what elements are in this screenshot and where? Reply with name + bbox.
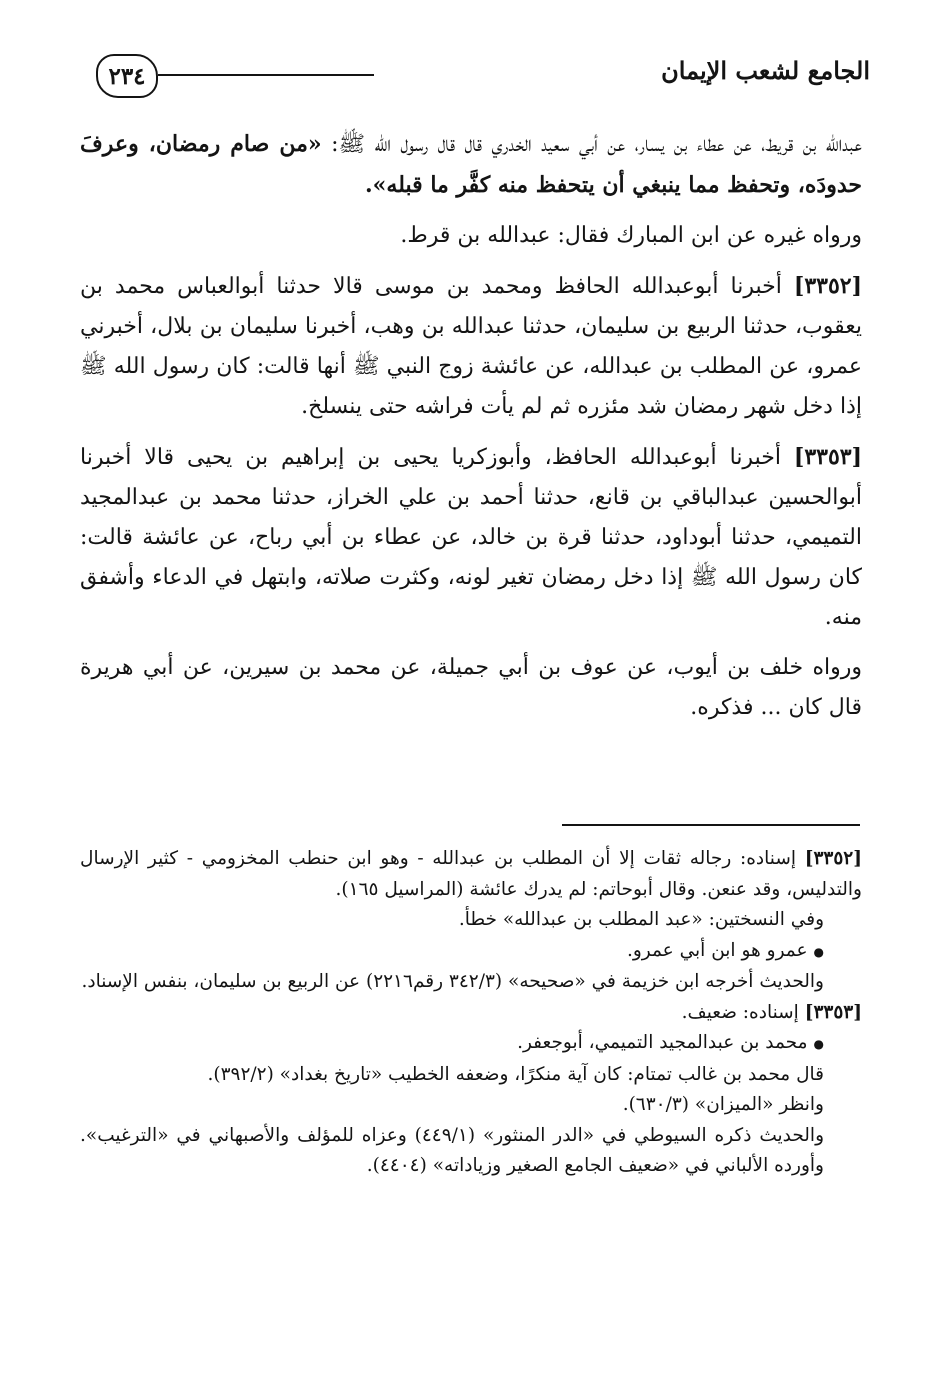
footnote-bullet: ● محمد بن عبدالمجيد التميمي، أبوجعفر.: [80, 1028, 862, 1060]
hadith-3353: [80, 437, 862, 638]
footnote-text: إسناده: ضعيف.: [681, 1001, 799, 1023]
main-text: [80, 124, 862, 728]
footnote-3353: [80, 998, 862, 1029]
hadith-3352: [80, 266, 862, 427]
footnotes: [80, 844, 862, 1182]
paragraph-continuation: [80, 124, 862, 206]
page-header: [80, 46, 870, 106]
footnote-bullet: ● عمرو هو ابن أبي عمرو.: [80, 936, 862, 968]
hadith-number: [٣٣٥٣]: [793, 444, 862, 470]
footnote-3352: [80, 844, 862, 905]
text-line: عبدالله بن قريط، عن عطاء بن يسار، عن أبي سعيد الخدري قال قال رسول الله ﷺ:: [331, 132, 862, 157]
paragraph-variant-report: ورواه غيره عن ابن المبارك فقال: عبدالله بن قرط.: [400, 223, 862, 248]
footnote-separator: [562, 824, 860, 826]
footnote-line: وفي النسختين: «عبد المطلب بن عبدالله» خطأ.: [458, 909, 824, 930]
hadith-quote: «من صام رمضان، وعرفَ حدودَه، وتحفظ مما ينبغي أن يتحفظ منه كفَّر ما قبله».: [80, 131, 862, 198]
footnote-line: والحديث أخرجه ابن خزيمة في «صحيحه» (٣٤٢/٣ رقم٢٢١٦) عن الربيع بن سليمان، بنفس الإسناد.: [81, 971, 824, 992]
hadith-text: أخبرنا أبوعبدالله الحافظ ومحمد بن موسى قالا حدثنا أبوالعباس محمد بن يعقوب، حدثنا الربيع بن سليمان، حدثنا عبدالله بن وهب، أخبرنا سليمان بن بلال، أخبرني عمرو، عن المطلب بن عبدالله، عن عائشة زوج النبي ﷺ أنها قالت: كان رسول الله ﷺ إذا دخل شهر رمضان شد مئزره ثم لم يأت فراشه حتى ينسلخ.: [80, 274, 862, 419]
page-number: ٢٣٤: [96, 54, 158, 98]
footnote-number: [٣٣٥٢]: [804, 848, 862, 869]
paragraph-last: ورواه خلف بن أيوب، عن عوف بن أبي جميلة، عن محمد بن سيرين، عن أبي هريرة قال كان ... فذكره.: [80, 655, 862, 720]
footnote-line: والحديث ذكره السيوطي في «الدر المنثور» (٤٤٩/١) وعزاه للمؤلف والأصبهاني في «الترغيب». وأورده الألباني في «ضعيف الجامع الصغير وزياداته» (٤٤٠٤).: [80, 1124, 825, 1176]
footnote-line: وانظر «الميزان» (٦٣٠/٣).: [622, 1094, 824, 1115]
hadith-text: أخبرنا أبوعبدالله الحافظ، وأبوزكريا يحيى بن إبراهيم بن يحيى قالا أخبرنا أبوالحسين عبدالباقي بن قانع، حدثنا أحمد بن علي الخراز، حدثنا محمد بن عبدالمجيد التميمي، حدثنا أبوداود، حدثنا قرة بن خالد، عن عطاء بن أبي رباح، عن عائشة قالت: كان رسول الله ﷺ إذا دخل رمضان تغير لونه، وكثرت صلاته، وابتهل في الدعاء وأشفق منه.: [80, 445, 862, 630]
running-title: الجامع لشعب الإيمان: [661, 56, 870, 85]
footnote-line: قال محمد بن غالب تمتام: كان آية منكرًا، وضعفه الخطيب «تاريخ بغداد» (٣٩٢/٢).: [207, 1063, 824, 1085]
header-rule: [158, 74, 374, 76]
footnote-number: [٣٣٥٣]: [804, 1001, 862, 1023]
footnote-text: إسناده: رجاله ثقات إلا أن المطلب بن عبدالله - وهو ابن حنطب المخزومي - كثير الإرسال والتدليس، وقد عنعن. وقال أبوحاتم: لم يدرك عائشة (المراسيل ١٦٥).: [80, 848, 862, 900]
hadith-number: [٣٣٥٢]: [793, 273, 862, 299]
